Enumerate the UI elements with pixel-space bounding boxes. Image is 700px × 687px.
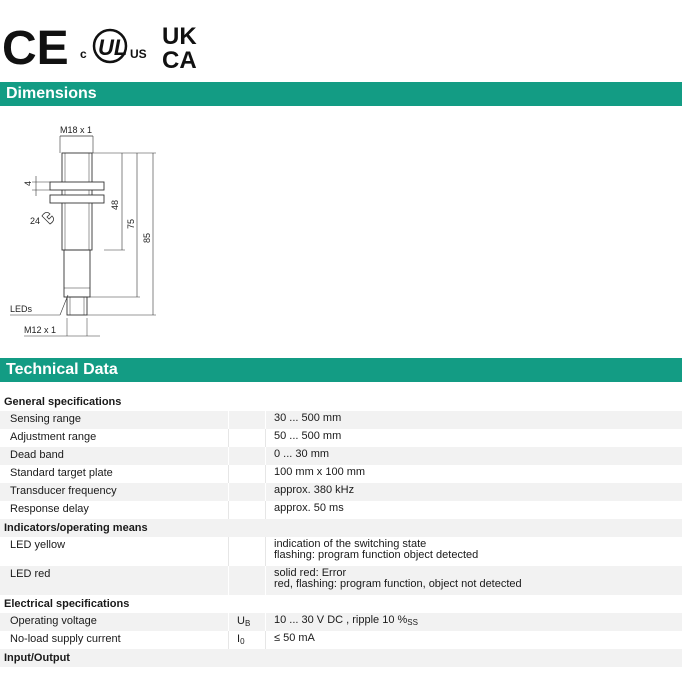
group-title: General specifications	[4, 396, 122, 408]
spec-value-line: approx. 380 kHz	[274, 484, 355, 496]
specifications-table	[0, 393, 682, 667]
spec-symbol	[228, 631, 266, 649]
leds-label: LEDs	[10, 304, 33, 314]
symbol-subscript: B	[244, 619, 251, 628]
ce-mark-icon	[2, 22, 69, 72]
spec-value-line: 30 ... 500 mm	[274, 412, 342, 424]
spec-row-operating-voltage	[0, 613, 682, 631]
spec-value	[266, 613, 682, 631]
ce-mark-text: CE	[2, 22, 69, 72]
spec-label: LED yellow	[10, 539, 66, 551]
spec-label: Operating voltage	[10, 615, 97, 627]
cul-us-mark-icon	[80, 30, 147, 62]
spec-value-line: indication of the switching state	[274, 538, 427, 550]
ukca-top-text: UK	[162, 23, 197, 50]
sensor-body	[50, 153, 104, 315]
spec-symbol	[228, 566, 266, 595]
cul-c-text: c	[80, 47, 87, 61]
spec-label: Standard target plate	[10, 467, 113, 479]
spec-label: Sensing range	[10, 413, 81, 425]
cul-us-text: US	[130, 47, 147, 61]
spec-label: Transducer frequency	[10, 485, 117, 497]
technical-data-title: Technical Data	[6, 361, 118, 378]
spec-row-dead-band	[0, 447, 682, 465]
wrench-icon	[42, 212, 54, 224]
dimension-drawing	[0, 112, 180, 342]
spec-value	[266, 631, 682, 649]
ukca-bottom-text: CA	[162, 47, 197, 72]
spec-row-standard-target-plate	[0, 465, 682, 483]
wrench-size-label: 24	[30, 216, 41, 226]
spec-value	[266, 537, 682, 566]
spec-symbol	[228, 483, 266, 501]
spec-value	[266, 429, 682, 447]
spec-row-transducer-frequency	[0, 483, 682, 501]
spec-label: Response delay	[10, 503, 89, 515]
group-general-specifications	[0, 393, 682, 411]
spec-value-line: 100 mm x 100 mm	[274, 466, 366, 478]
spec-symbol	[228, 447, 266, 465]
dimensions-header	[0, 82, 682, 106]
symbol-main: U	[237, 615, 245, 627]
spec-value	[266, 566, 682, 595]
spec-row-adjustment-range	[0, 429, 682, 447]
spec-value	[266, 447, 682, 465]
spec-value-line: ≤ 50 mA	[274, 632, 315, 644]
thread-bottom-label: M12 x 1	[24, 325, 57, 335]
spec-symbol	[228, 465, 266, 483]
nut-dimension-label: 4	[23, 180, 33, 186]
spec-value-line: 50 ... 500 mm	[274, 430, 342, 442]
spec-row-led-yellow	[0, 537, 682, 566]
spec-value	[266, 501, 682, 519]
group-title: Indicators/operating means	[4, 522, 148, 534]
dim-85-label: 85	[142, 232, 152, 243]
value-subscript: SS	[407, 618, 418, 627]
spec-value	[266, 465, 682, 483]
spec-value-line: 10 ... 30 V DC , ripple 10 %	[274, 614, 408, 626]
technical-data-header	[0, 358, 682, 382]
spec-symbol	[228, 429, 266, 447]
ukca-mark-icon	[162, 23, 197, 72]
spec-value-line: solid red: Error	[274, 567, 347, 579]
spec-label: Adjustment range	[10, 431, 97, 443]
spec-row-no-load-supply-current	[0, 631, 682, 649]
spec-row-sensing-range	[0, 411, 682, 429]
certification-marks	[0, 20, 240, 72]
group-input-output	[0, 649, 682, 667]
spec-symbol	[228, 613, 266, 631]
spec-symbol	[228, 501, 266, 519]
spec-row-response-delay	[0, 501, 682, 519]
spec-value-line: 0 ... 30 mm	[274, 448, 330, 460]
spec-value	[266, 483, 682, 501]
dim-75-label: 75	[126, 218, 136, 229]
cul-ul-text: UL	[98, 35, 128, 60]
group-electrical-specifications	[0, 595, 682, 613]
spec-value-line: flashing: program function object detected	[274, 549, 479, 561]
spec-symbol	[228, 411, 266, 429]
group-indicators-operating-means	[0, 519, 682, 537]
symbol-main: I	[237, 633, 241, 645]
symbol-subscript: 0	[240, 637, 245, 646]
spec-value	[266, 411, 682, 429]
thread-top-label: M18 x 1	[60, 125, 93, 135]
spec-value-line: red, flashing: program function, object not detected	[274, 578, 522, 590]
dimensions-title: Dimensions	[6, 85, 97, 102]
spec-label: LED red	[10, 568, 51, 580]
group-title: Input/Output	[4, 652, 70, 664]
spec-row-led-red	[0, 566, 682, 595]
spec-label: No-load supply current	[10, 633, 121, 645]
spec-label: Dead band	[10, 449, 64, 461]
group-title: Electrical specifications	[4, 598, 130, 610]
spec-symbol	[228, 537, 266, 566]
dim-48-label: 48	[110, 199, 120, 210]
spec-value-line: approx. 50 ms	[274, 502, 344, 514]
